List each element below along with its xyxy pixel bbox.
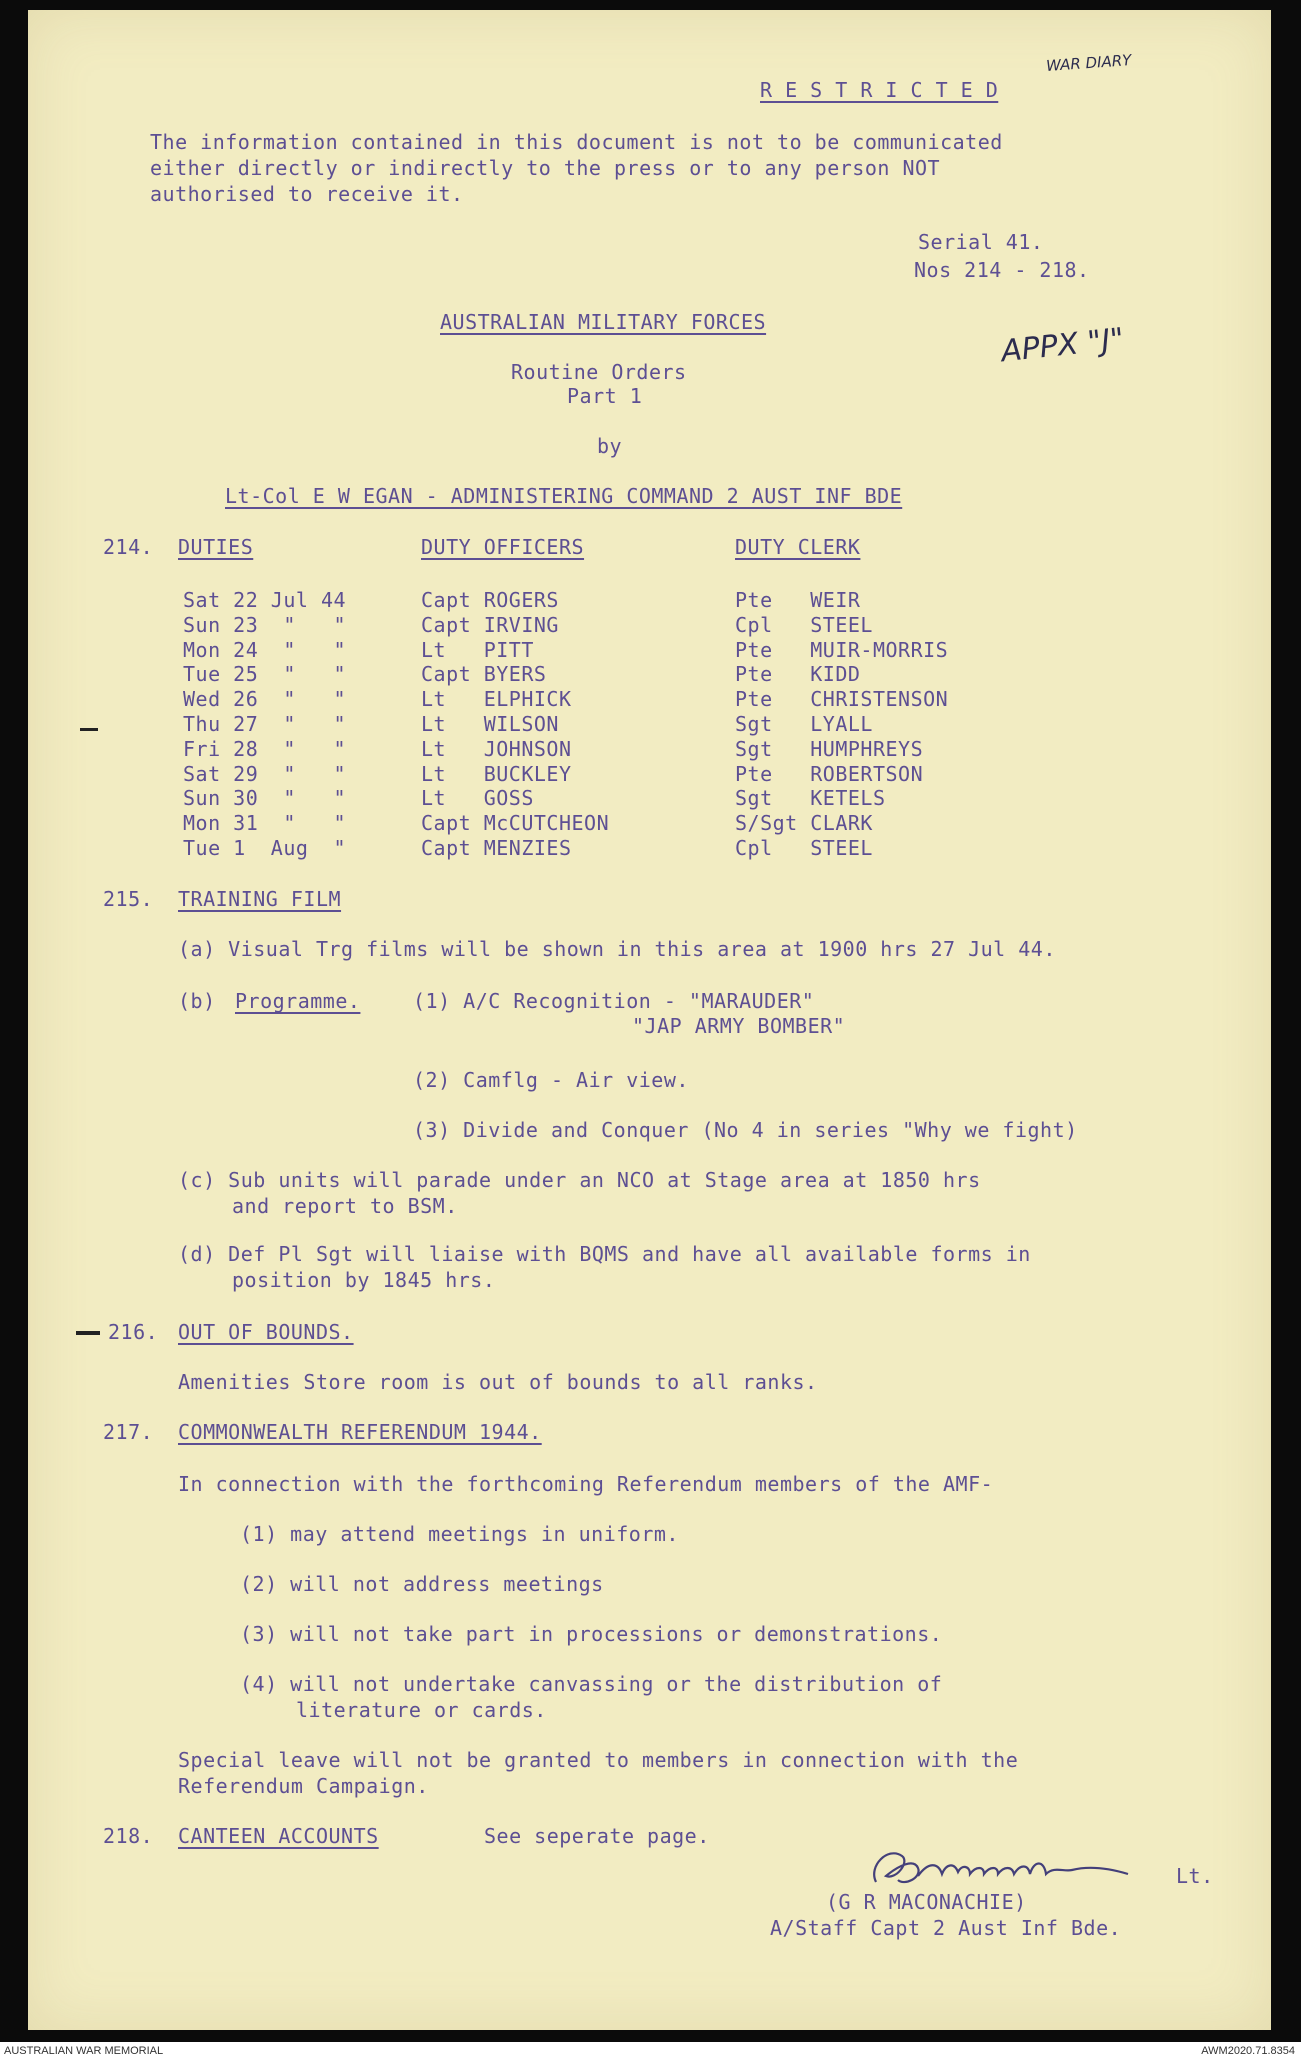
- special-leave-line-2: Referendum Campaign.: [178, 1774, 429, 1798]
- restricted-heading: R E S T R I C T E D: [760, 78, 999, 102]
- duty-clerk: Sgt KETELS: [735, 786, 886, 811]
- duty-clerk: Pte WEIR: [735, 588, 861, 612]
- duty-date: Mon 24 " ": [183, 637, 347, 662]
- programme-item-3: (3) Divide and Conquer (No 4 in series "Why we fight): [413, 1118, 1078, 1142]
- duty-date: Mon 31 " ": [183, 811, 347, 836]
- duty-date: Wed 26 " ": [183, 687, 347, 712]
- duty-clerk: Pte MUIR-MORRIS: [735, 637, 949, 662]
- duty-clerk: Pte CHRISTENSON: [735, 687, 949, 712]
- section-217-title: COMMONWEALTH REFERENDUM 1944.: [178, 1420, 542, 1444]
- signature-rank: Lt.: [1176, 1864, 1214, 1888]
- duty-officer: Lt BUCKLEY: [421, 761, 572, 786]
- section-216-number: 216.: [108, 1320, 159, 1344]
- programme-item-1: (1) A/C Recognition - "MARAUDER": [413, 989, 815, 1013]
- section-214-number: 214.: [103, 535, 154, 559]
- war-diary-annotation: WAR DIARY: [1045, 51, 1132, 75]
- referendum-item-1: (1) may attend meetings in uniform.: [240, 1522, 679, 1546]
- referendum-item-4-line-1: (4) will not undertake canvassing or the distribution of: [240, 1672, 943, 1696]
- notice-line-3: authorised to receive it.: [150, 182, 464, 206]
- duty-clerk: Sgt LYALL: [735, 712, 873, 736]
- duty-officer: Capt BYERS: [421, 662, 547, 687]
- duty-date: Sun 30 " ": [183, 786, 347, 811]
- serial-number: Serial 41.: [918, 230, 1044, 254]
- duty-date: Tue 25 " ": [183, 662, 347, 687]
- item-215b-programme: Programme.: [235, 989, 361, 1013]
- document-page: [28, 10, 1271, 2030]
- duty-date: Tue 1 Aug ": [183, 836, 347, 860]
- routine-orders-title: Routine Orders: [511, 360, 687, 384]
- item-215c-line-2: and report to BSM.: [232, 1194, 458, 1218]
- duty-officer: Lt PITT: [421, 637, 534, 662]
- command-line: Lt-Col E W EGAN - ADMINISTERING COMMAND 2 AUST INF BDE: [225, 484, 903, 508]
- section-216-title: OUT OF BOUNDS.: [178, 1320, 354, 1344]
- duty-date: Sat 29 " ": [183, 761, 347, 786]
- order-numbers: Nos 214 - 218.: [914, 258, 1090, 282]
- duty-officer: Capt IRVING: [421, 612, 559, 637]
- footer-bar: [0, 2042, 1301, 2061]
- duty-clerk: Cpl STEEL: [735, 836, 873, 860]
- section-218-title: CANTEEN ACCOUNTS: [178, 1824, 379, 1848]
- section-217-number: 217.: [103, 1420, 154, 1444]
- referendum-item-2: (2) will not address meetings: [240, 1572, 604, 1596]
- section-216-text: Amenities Store room is out of bounds to all ranks.: [178, 1370, 818, 1394]
- signatory-title: A/Staff Capt 2 Aust Inf Bde.: [770, 1916, 1122, 1940]
- duty-officer: Lt GOSS: [421, 786, 534, 811]
- margin-dash-mark: [76, 1331, 100, 1335]
- duty-officers-header: DUTY OFFICERS: [421, 535, 585, 559]
- footer-accession-number: AWM2020.71.8354: [1201, 2045, 1295, 2057]
- duty-clerk: S/Sgt CLARK: [735, 811, 873, 836]
- special-leave-line-1: Special leave will not be granted to members in connection with the: [178, 1748, 1019, 1772]
- duty-officer: Lt WILSON: [421, 712, 559, 736]
- item-215d-line-1: (d) Def Pl Sgt will liaise with BQMS and have all available forms in: [178, 1242, 1031, 1266]
- duty-date: Sat 22 Jul 44: [183, 588, 347, 612]
- duty-date: Sun 23 " ": [183, 612, 347, 637]
- footer-institution: AUSTRALIAN WAR MEMORIAL: [4, 2045, 164, 2057]
- signatory-name: (G R MACONACHIE): [826, 1890, 1027, 1914]
- notice-line-1: The information contained in this document is not to be communicated: [150, 130, 1003, 154]
- section-215-number: 215.: [103, 887, 154, 911]
- margin-tick-mark: [80, 728, 98, 731]
- part-title: Part 1: [567, 384, 643, 408]
- duty-date: Thu 27 " ": [183, 712, 347, 736]
- document-heading: AUSTRALIAN MILITARY FORCES: [440, 310, 767, 334]
- by-line: by: [597, 434, 623, 458]
- item-215b-label: (b): [178, 989, 216, 1013]
- section-218-number: 218.: [103, 1824, 154, 1848]
- item-215a: (a) Visual Trg films will be shown in this area at 1900 hrs 27 Jul 44.: [178, 937, 1056, 961]
- appendix-annotation: APPX "J": [999, 321, 1126, 370]
- section-218-text: See seperate page.: [484, 1824, 710, 1848]
- referendum-item-3: (3) will not take part in processions or demonstrations.: [240, 1622, 943, 1646]
- duty-clerk-header: DUTY CLERK: [735, 535, 861, 559]
- duty-clerk: Pte KIDD: [735, 662, 861, 687]
- programme-item-1b: "JAP ARMY BOMBER": [632, 1014, 846, 1038]
- duty-clerk: Pte ROBERTSON: [735, 761, 924, 786]
- duty-clerk: Sgt HUMPHREYS: [735, 736, 924, 761]
- section-215-title: TRAINING FILM: [178, 887, 342, 911]
- duty-officer: Capt MENZIES: [421, 836, 572, 860]
- duty-officer: Capt McCUTCHEON: [421, 811, 610, 836]
- section-214-title: DUTIES: [178, 535, 254, 559]
- item-215c-line-1: (c) Sub units will parade under an NCO at Stage area at 1850 hrs: [178, 1168, 981, 1192]
- referendum-intro: In connection with the forthcoming Referendum members of the AMF-: [178, 1472, 994, 1496]
- duty-officer: Capt ROGERS: [421, 588, 559, 612]
- item-215d-line-2: position by 1845 hrs.: [232, 1268, 496, 1292]
- duty-date: Fri 28 " ": [183, 736, 347, 761]
- duty-officer: Lt ELPHICK: [421, 687, 572, 712]
- notice-line-2: either directly or indirectly to the press or to any person NOT: [150, 156, 941, 180]
- programme-item-2: (2) Camflg - Air view.: [413, 1068, 689, 1092]
- duty-officer: Lt JOHNSON: [421, 736, 572, 761]
- referendum-item-4-line-2: literature or cards.: [296, 1698, 547, 1722]
- duty-clerk: Cpl STEEL: [735, 612, 873, 637]
